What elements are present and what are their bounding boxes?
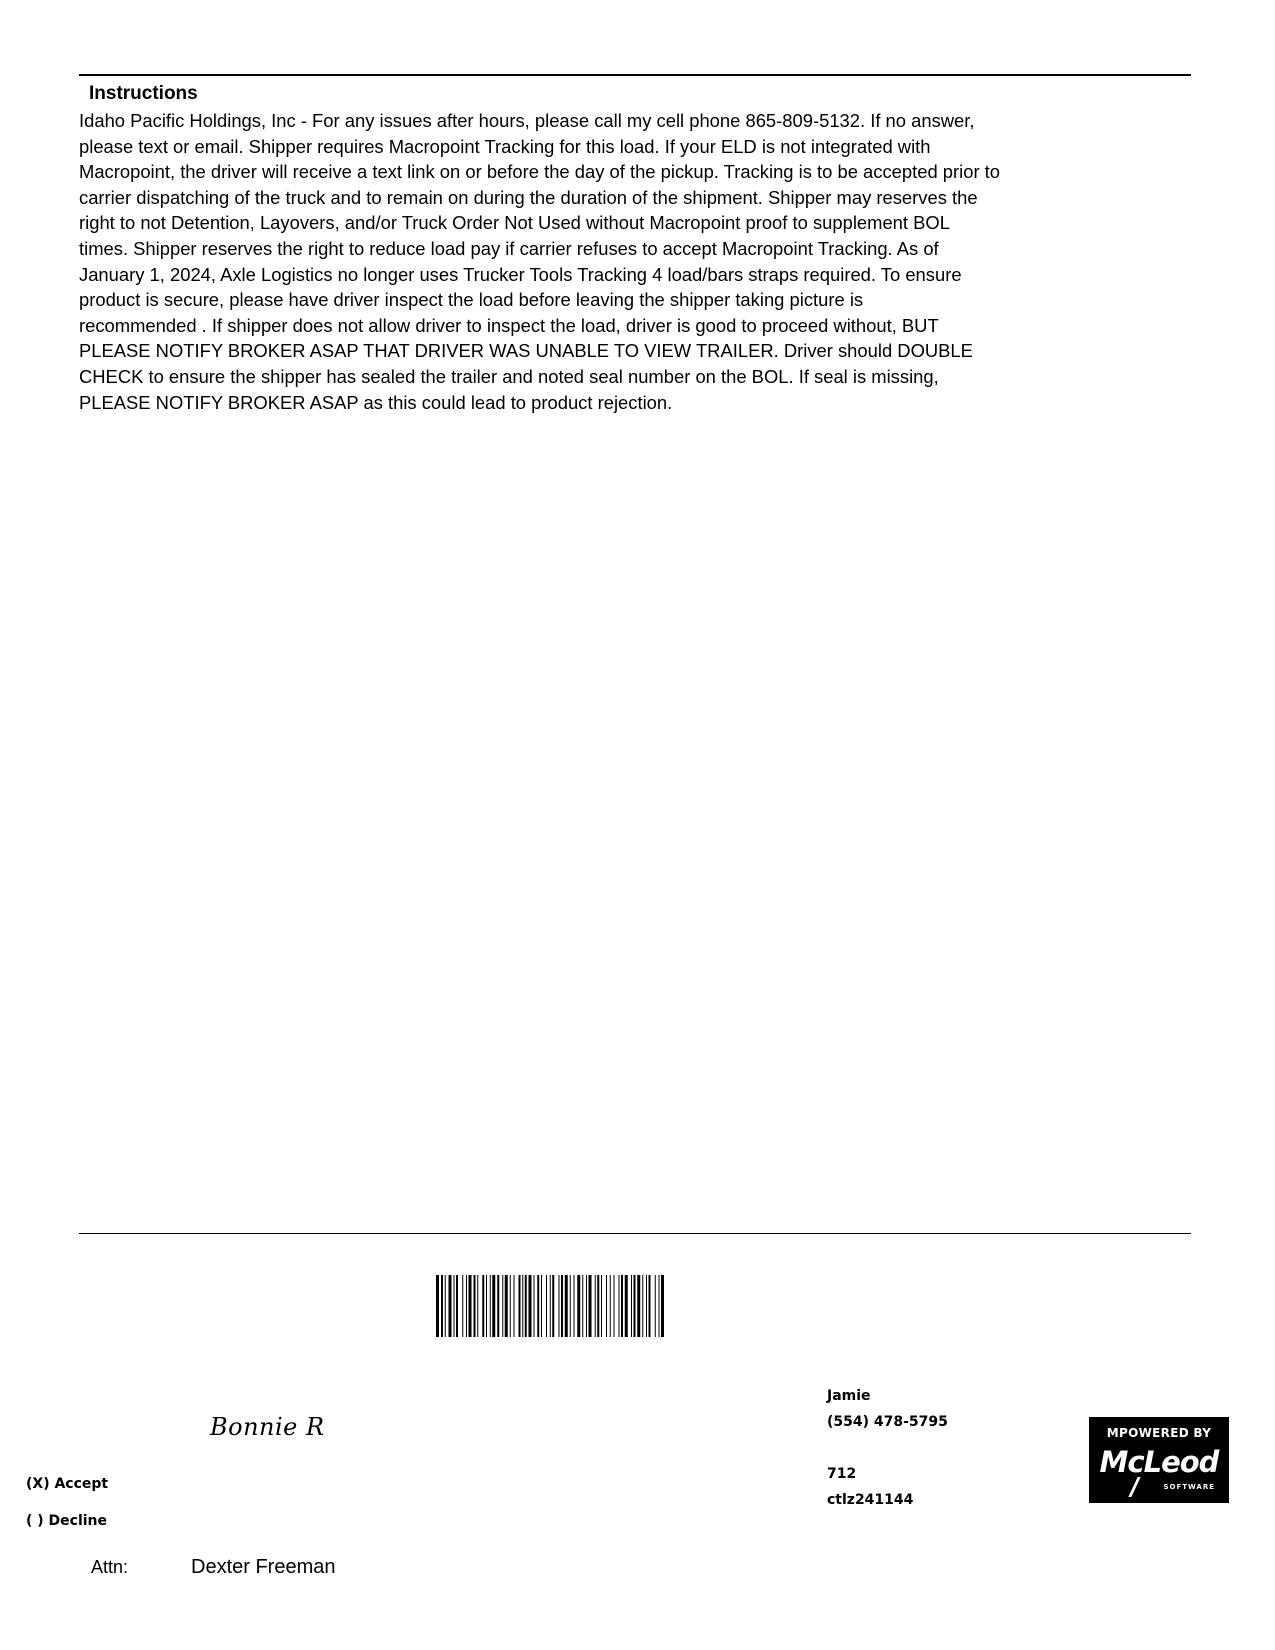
barcode-bar	[634, 1275, 636, 1337]
barcode-bar	[595, 1275, 596, 1337]
barcode-bar	[621, 1275, 623, 1337]
barcode-bar	[454, 1275, 455, 1337]
barcode-bar	[625, 1275, 628, 1337]
barcode	[436, 1275, 870, 1337]
barcode-bar	[502, 1275, 503, 1337]
barcode-bar	[436, 1275, 439, 1337]
top-divider	[79, 74, 1191, 76]
barcode-bar	[462, 1275, 463, 1337]
barcode-bar	[497, 1275, 499, 1337]
logo-wordmark: McLeod	[1099, 1445, 1219, 1479]
contact-number: 712	[827, 1466, 857, 1482]
barcode-bar	[561, 1275, 563, 1337]
decline-option: ( ) Decline	[26, 1513, 108, 1529]
logo-subtitle: SOFTWARE	[1163, 1483, 1215, 1491]
attn-name: Dexter Freeman	[191, 1556, 336, 1578]
contact-code: ctlz241144	[827, 1492, 914, 1508]
barcode-bar	[582, 1275, 583, 1337]
barcode-bar	[529, 1275, 532, 1337]
barcode-bar	[537, 1275, 539, 1337]
barcode-bar	[514, 1275, 515, 1337]
barcode-bar	[441, 1275, 443, 1337]
barcode-bar	[541, 1275, 542, 1337]
barcode-bar	[565, 1275, 568, 1337]
barcode-bar	[619, 1275, 620, 1337]
barcode-bar	[586, 1275, 587, 1337]
barcode-bar	[522, 1275, 523, 1337]
barcode-bar	[519, 1275, 521, 1337]
accept-option: (X) Accept	[26, 1476, 109, 1492]
barcode-bar	[631, 1275, 632, 1337]
contact-phone: (554) 478-5795	[827, 1414, 948, 1430]
barcode-bar	[445, 1275, 446, 1337]
barcode-bar	[610, 1275, 611, 1337]
barcode-bar	[490, 1275, 491, 1337]
barcode-bar	[559, 1275, 560, 1337]
barcode-bar	[601, 1275, 602, 1337]
barcode-bar	[525, 1275, 527, 1337]
barcode-bar	[646, 1275, 647, 1337]
barcode-bar	[486, 1275, 487, 1337]
barcode-bar	[642, 1275, 643, 1337]
barcode-bar	[546, 1275, 547, 1337]
barcode-bar	[577, 1275, 580, 1337]
logo-tagline: MPOWERED BY	[1106, 1426, 1212, 1440]
barcode-bar	[477, 1275, 478, 1337]
barcode-bar	[597, 1275, 599, 1337]
contact-name: Jamie	[827, 1388, 871, 1404]
barcode-bar	[606, 1275, 607, 1337]
logo-slash	[1128, 1477, 1140, 1497]
barcode-bar	[637, 1275, 640, 1337]
barcode-bar	[456, 1275, 458, 1337]
bottom-divider	[79, 1233, 1191, 1234]
barcode-bar	[550, 1275, 551, 1337]
barcode-bar	[574, 1275, 575, 1337]
barcode-bar	[589, 1275, 592, 1337]
instructions-text: Idaho Pacific Holdings, Inc - For any issues after hours, please call my cell phone 865-809-5132. If no answer, please text or email. Shipper requires Macropoint Tracking for this load. If your ELD is not integrated with Macropoint, the driver will receive a text link on or before the day of the pickup. Tracking is to be accepted prior to carrier dispatching of the truck and to remain on during the duration of the shipment. Shipper may reserves the right to not Detention, Layovers, and/or Truck Order Not Used without Macropoint proof to supplement BOL times. Shipper reserves the right to reduce load pay if carrier refuses to accept Macropoint Tracking. As of January 1, 2024, Axle Logistics no longer uses Trucker Tools Tracking 4 load/bars straps required. To ensure product is secure, please have driver inspect the load before leaving the shipper taking picture is recommended . If shipper does not allow driver to inspect the load, driver is good to proceed without, BUT PLEASE NOTIFY BROKER ASAP THAT DRIVER WAS UNABLE TO VIEW TRAILER. Driver should DOUBLE CHECK to ensure the shipper has sealed the trailer and noted seal number on the BOL. If seal is missing, PLEASE NOTIFY BROKER ASAP as this could lead to product rejection.	[79, 110, 1001, 413]
barcode-bar	[570, 1275, 571, 1337]
barcode-bar	[659, 1275, 660, 1337]
signature: Bonnie R	[210, 1413, 325, 1441]
barcode-bar	[510, 1275, 511, 1337]
barcode-bar	[649, 1275, 651, 1337]
barcode-bar	[552, 1275, 554, 1337]
barcode-bar	[505, 1275, 508, 1337]
barcode-bar	[482, 1275, 484, 1337]
instructions-heading: Instructions	[89, 83, 198, 104]
barcode-bar	[466, 1275, 467, 1337]
barcode-bar	[534, 1275, 535, 1337]
mcleod-logo	[1089, 1417, 1229, 1503]
barcode-bar	[661, 1275, 664, 1337]
barcode-bar	[614, 1275, 615, 1337]
barcode-bar	[492, 1275, 495, 1337]
barcode-bar	[655, 1275, 656, 1337]
barcode-bar	[469, 1275, 472, 1337]
barcode-bar	[474, 1275, 476, 1337]
barcode-bar	[449, 1275, 452, 1337]
attn-label: Attn:	[91, 1557, 129, 1577]
